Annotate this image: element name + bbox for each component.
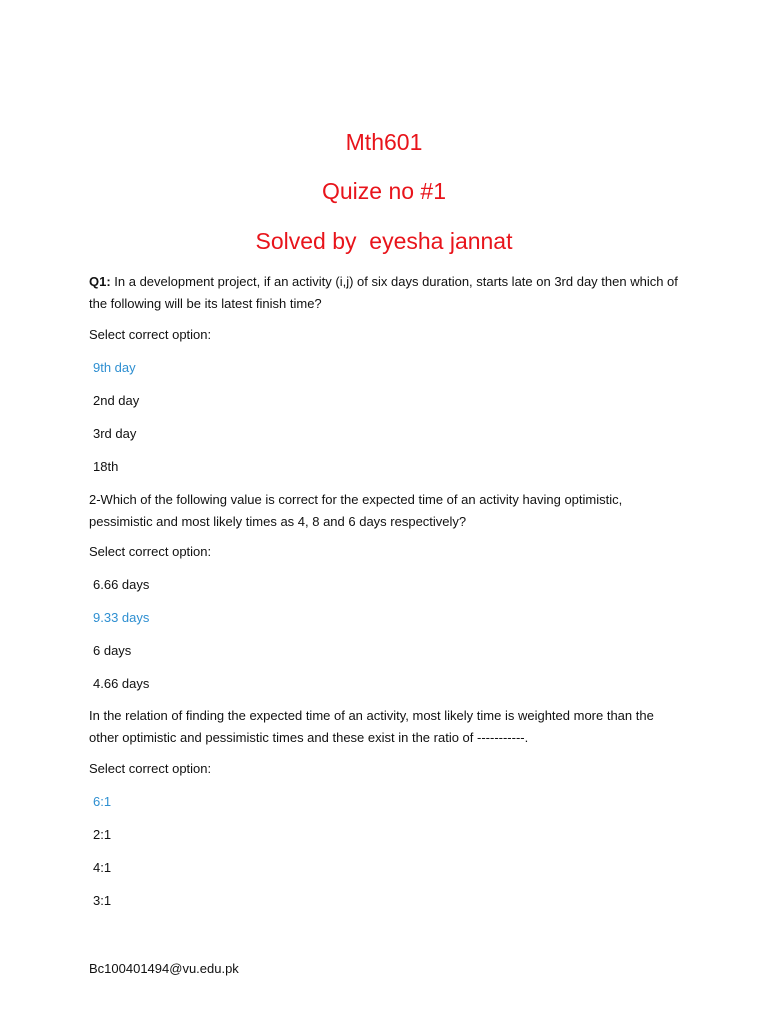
question-2-option-3: 6 days — [93, 643, 132, 658]
question-3-text-line2: other optimistic and pessimistic times and these exist in the ratio of -----------. — [89, 730, 529, 745]
question-2-option-1: 6.66 days — [93, 577, 150, 592]
question-3-option-2: 2:1 — [93, 827, 112, 842]
question-2-option-4: 4.66 days — [93, 676, 150, 691]
question-2-text-line1: 2-Which of the following value is correct for the expected time of an activity having optimistic, — [89, 492, 623, 507]
question-1-label: Q1: — [89, 274, 111, 289]
question-3-select-label: Select correct option: — [89, 761, 212, 776]
quiz-title: Quize no #1 — [321, 178, 447, 204]
question-2-text-line2: pessimistic and most likely times as 4, 8 and 6 days respectively? — [89, 514, 467, 529]
question-3-option-4: 3:1 — [93, 893, 112, 908]
question-1-option-4: 18th — [93, 459, 119, 474]
question-1-option-3: 3rd day — [93, 426, 137, 441]
question-3-option-3: 4:1 — [93, 860, 112, 875]
question-1-text-line2: the following will be its latest finish time? — [89, 296, 322, 311]
question-2-select-label: Select correct option: — [89, 544, 212, 559]
question-1-option-2: 2nd day — [93, 393, 140, 408]
question-1-line1 — [89, 271, 678, 293]
question-3-option-1: 6:1 — [93, 794, 112, 809]
question-1-text-line1: In a development project, if an activity (i,j) of six days duration, starts late on 3rd day then which of — [110, 274, 678, 289]
solved-by-title: Solved by eyesha jannat — [255, 228, 513, 254]
question-1-option-1: 9th day — [93, 360, 136, 375]
course-title: Mth601 — [345, 129, 423, 155]
footer-email: Bc100401494@vu.edu.pk — [89, 961, 239, 976]
question-2-option-2: 9.33 days — [93, 610, 150, 625]
question-3-text-line1: In the relation of finding the expected time of an activity, most likely time is weighted more than the — [89, 708, 654, 723]
question-1-select-label: Select correct option: — [89, 327, 212, 342]
